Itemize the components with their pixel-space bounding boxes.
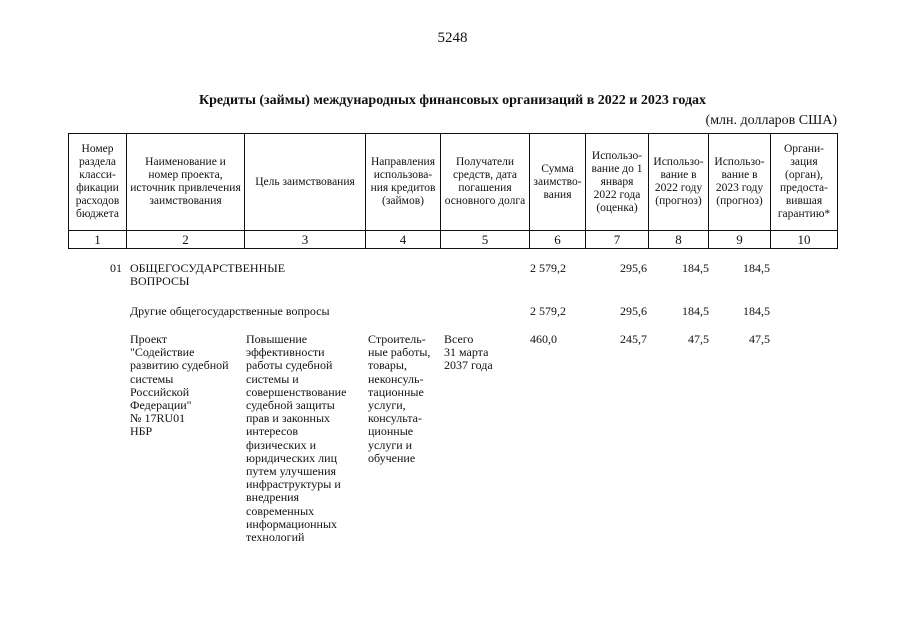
col-header-6: Сумма заимство-вания xyxy=(530,134,586,231)
project-used-before: 245,7 xyxy=(620,332,647,346)
col-header-1: Номер раздела класси-фикации расходов бюджета xyxy=(69,134,127,231)
col-number-7: 7 xyxy=(586,231,649,249)
section-use-2022: 184,5 xyxy=(682,261,709,275)
project-name: Проект "Содействие развитию судебной системы Российской Федерации" № 17RU01 НБР xyxy=(130,332,229,439)
col-number-6: 6 xyxy=(530,231,586,249)
col-number-4: 4 xyxy=(366,231,441,249)
units-note: (млн. долларов США) xyxy=(705,113,837,128)
section-used-before: 295,6 xyxy=(620,261,647,275)
project-use-2022: 47,5 xyxy=(688,332,709,346)
subsection-use-2022: 184,5 xyxy=(682,304,709,318)
col-header-5: Получатели средств, дата погашения основного долга xyxy=(441,134,530,231)
col-number-1: 1 xyxy=(69,231,127,249)
col-header-8: Использо-вание в 2022 году (прогноз) xyxy=(649,134,709,231)
col-number-3: 3 xyxy=(245,231,366,249)
section-use-2023: 184,5 xyxy=(743,261,770,275)
section-amount: 2 579,2 xyxy=(530,261,566,275)
table-header xyxy=(68,133,838,249)
project-recipients: Всего 31 марта 2037 года xyxy=(444,332,493,373)
col-header-4: Направления использова-ния кредитов (займов) xyxy=(366,134,441,231)
col-header-3: Цель заимствования xyxy=(245,134,366,231)
col-number-8: 8 xyxy=(649,231,709,249)
project-amount: 460,0 xyxy=(530,332,557,346)
column-number-row xyxy=(69,231,838,249)
subsection-used-before: 295,6 xyxy=(620,304,647,318)
col-header-7: Использо-вание до 1 января 2022 года (оценка) xyxy=(586,134,649,231)
col-header-2: Наименование и номер проекта, источник привлечения заимствования xyxy=(127,134,245,231)
subsection-use-2023: 184,5 xyxy=(743,304,770,318)
col-number-5: 5 xyxy=(441,231,530,249)
subsection-amount: 2 579,2 xyxy=(530,304,566,318)
col-header-9: Использо-вание в 2023 году (прогноз) xyxy=(709,134,771,231)
header-row xyxy=(69,134,838,231)
page-number: 5248 xyxy=(437,30,468,46)
project-directions: Строитель- ные работы, товары, неконсуль- тационные услуги, консульта- ционные услуги и обучение xyxy=(368,332,431,465)
subsection-name: Другие общегосударственные вопросы xyxy=(130,304,330,318)
col-number-9: 9 xyxy=(709,231,771,249)
project-goal: Повышение эффективности работы судебной системы и совершенствование судебной защиты прав и законных интересов физических и юридических лиц путем улучшения инфраструктуры и внедрения современных информационных технологий xyxy=(246,332,347,545)
col-number-10: 10 xyxy=(771,231,838,249)
section-code: 01 xyxy=(110,261,122,275)
col-number-2: 2 xyxy=(127,231,245,249)
col-header-10: Органи-зация (орган), предоста-вившая гарантию* xyxy=(771,134,838,231)
project-use-2023: 47,5 xyxy=(749,332,770,346)
section-name: ОБЩЕГОСУДАРСТВЕННЫЕ ВОПРОСЫ xyxy=(130,261,286,289)
document-title: Кредиты (займы) международных финансовых организаций в 2022 и 2023 годах xyxy=(198,93,707,108)
